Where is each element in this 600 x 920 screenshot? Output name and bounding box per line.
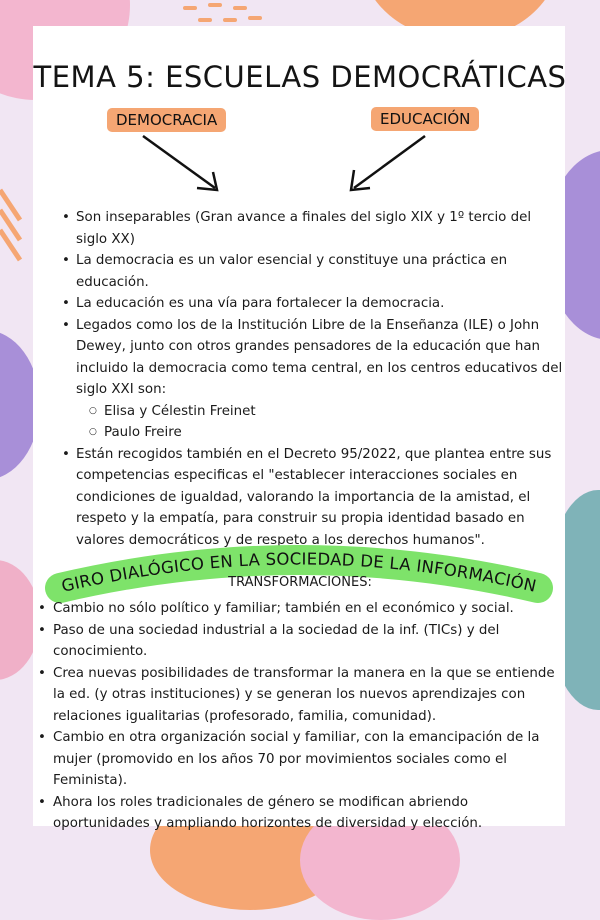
- list-item-legados: [60, 315, 565, 444]
- section2-subtitle: TRANSFORMACIONES:: [228, 575, 372, 590]
- tag-democracia: DEMOCRACIA: [107, 108, 226, 132]
- list-item: • Son inseparables (Gran avance a finales del siglo XIX y 1º tercio del siglo XX): [60, 207, 565, 250]
- sub-list-item: ○ Paulo Freire: [76, 422, 565, 444]
- section2-bullet-list: [34, 598, 564, 835]
- page-title: TEMA 5: ESCUELAS DEMOCRÁTICAS: [33, 60, 567, 94]
- banner-title: GIRO DIALÓGICO EN LA SOCIEDAD DE LA INFORMACIÓN: [59, 549, 539, 596]
- list-item: • Están recogidos también en el Decreto 95/2022, que plantea entre sus competencias especificas el "establecer interacciones sociales en condiciones de igualdad, valorando la importancia de la amistad, el respeto y la empatía, para construir su propia identidad basado en valores democráticos y de respeto a los derechos humanos".: [60, 444, 565, 552]
- list-item: • Paso de una sociedad industrial a la sociedad de la inf. (TICs) y del conocimiento.: [34, 620, 564, 663]
- list-item: • La democracia es un valor esencial y constituye una práctica en educación.: [60, 250, 565, 293]
- list-item: • Cambio no sólo político y familiar; también en el económico y social.: [34, 598, 564, 620]
- sub-bullet-list: [76, 401, 565, 444]
- sub-list-item: ○ Elisa y Célestin Freinet: [76, 401, 565, 423]
- decor-orange-dots: [180, 0, 280, 28]
- list-item: • Cambio en otra organización social y familiar, con la emancipación de la mujer (promovido en los años 70 por movimientos sociales como el Feminista).: [34, 727, 564, 792]
- section1-bullet-list: [60, 207, 565, 551]
- list-item: • Ahora los roles tradicionales de género se modifican abriendo oportunidades y ampliando horizontes de diversidad y elección.: [34, 792, 564, 835]
- decor-orange-stripes: [0, 180, 34, 270]
- arrow-left-icon: [135, 132, 230, 197]
- tag-educacion: EDUCACIÓN: [371, 107, 479, 131]
- list-item-text: Legados como los de la Institución Libre de la Enseñanza (ILE) o John Dewey, junto con otros grandes pensadores de la educación que han incluido la democracia como tema central, en los centros educativos del siglo XXI son:: [76, 317, 563, 397]
- list-item: • La educación es una vía para fortalecer la democracia.: [60, 293, 565, 315]
- list-item: • Crea nuevas posibilidades de transformar la manera en la que se entiende la ed. (y otras instituciones) y se generan los nuevos aprendizajes con relaciones igualitarias (profesorado, familia, comunidad).: [34, 663, 564, 728]
- arrow-right-icon: [340, 132, 435, 197]
